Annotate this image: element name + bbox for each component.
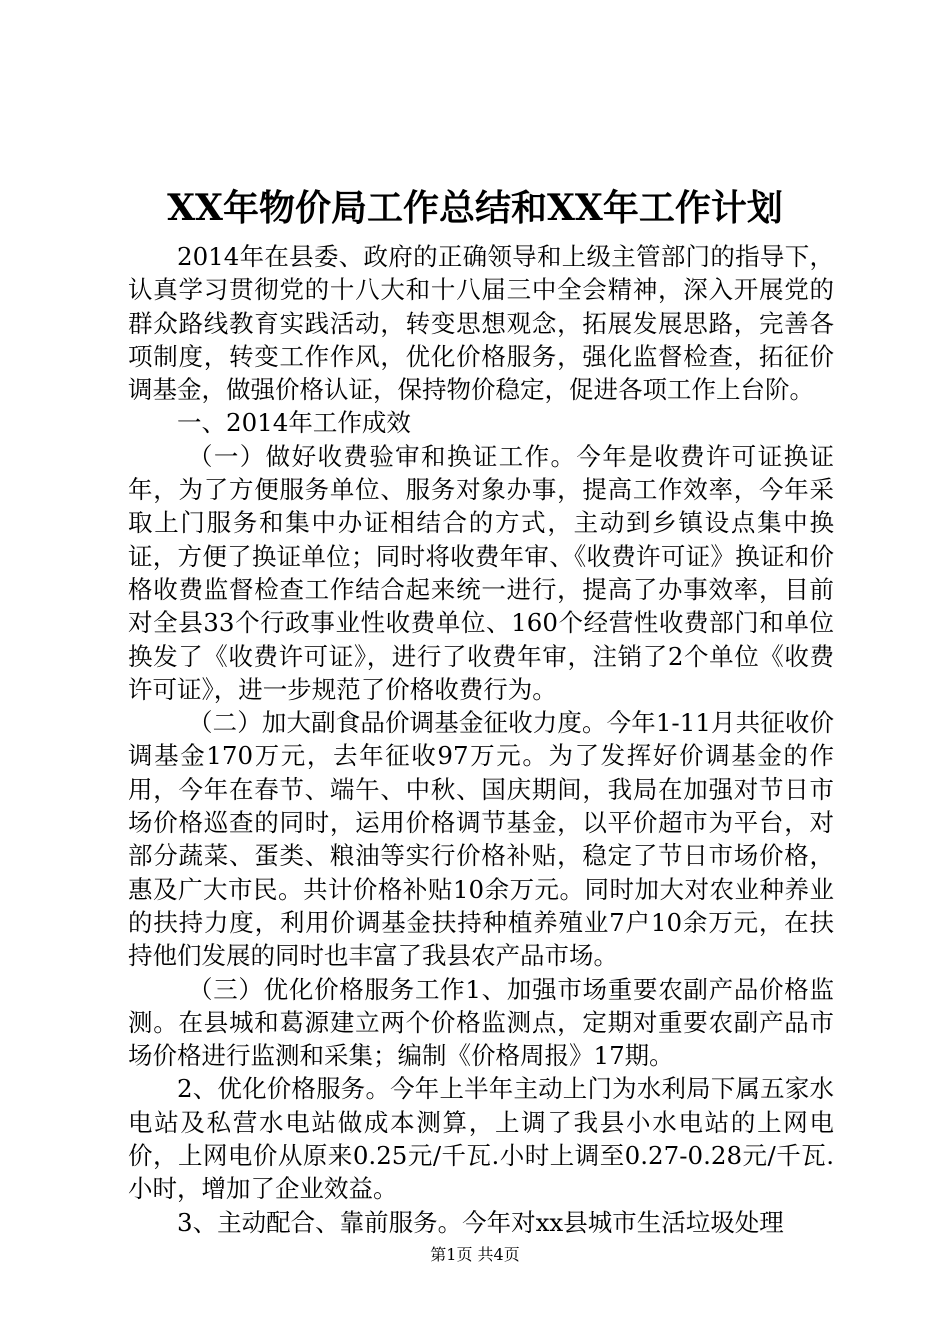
- paragraph-numbered-3: 3、主动配合、靠前服务。今年对xx县城市生活垃圾处理: [177, 1207, 784, 1237]
- document-body: [128, 240, 834, 1239]
- paragraph-intro: 2014年在县委、政府的正确领导和上级主管部门的指导下，认真学习贯彻党的十八大和十八届三中全会精神，深入开展党的群众路线教育实践活动，转变思想观念，拓展发展思路，完善各项制度，转变工作作风，优化价格服务，强化监督检查，拓征价调基金，做强价格认证，保持物价稳定，促进各项工作上台阶。: [128, 242, 834, 405]
- section-heading: 一、2014年工作成效: [177, 408, 411, 438]
- paragraph-item-2: （二）加大副食品价调基金征收力度。今年1-11月共征收价调基金170万元，去年征收97万元。为了发挥好价调基金的作用，今年在春节、端午、中秋、国庆期间，我局在加强对节日市场价格巡查的同时，运用价格调节基金，以平价超市为平台，对部分蔬菜、蛋类、粮油等实行价格补贴，稳定了节日市场价格，惠及广大市民。共计价格补贴10余万元。同时加大对农业种养业的扶持力度，利用价调基金扶持种植养殖业7户10余万元，在扶持他们发展的同时也丰富了我县农产品市场。: [128, 708, 834, 971]
- paragraph-numbered-2: 2、优化价格服务。今年上半年主动上门为水利局下属五家水电站及私营水电站做成本测算，上调了我县小水电站的上网电价，上网电价从原来0.25元/千瓦.小时上调至0.27-0.28元/千瓦.小时，增加了企业效益。: [128, 1074, 834, 1204]
- paragraph-item-1: （一）做好收费验审和换证工作。今年是收费许可证换证年，为了方便服务单位、服务对象办事，提高工作效率，今年采取上门服务和集中办证相结合的方式，主动到乡镇设点集中换证，方便了换证单位；同时将收费年审、《收费许可证》换证和价格收费监督检查工作结合起来统一进行，提高了办事效率，目前对全县33个行政事业性收费单位、160个经营性收费部门和单位换发了《收费许可证》，进行了收费年审，注销了2个单位《收费许可证》，进一步规范了价格收费行为。: [128, 441, 834, 704]
- document-title: XX年物价局工作总结和XX年工作计划: [167, 187, 783, 229]
- paragraph-item-3: （三）优化价格服务工作1、加强市场重要农副产品价格监测。在县城和葛源建立两个价格监测点，定期对重要农副产品市场价格进行监测和采集；编制《价格周报》17期。: [128, 974, 834, 1071]
- page-number-footer: 第1页 共4页: [430, 1245, 520, 1264]
